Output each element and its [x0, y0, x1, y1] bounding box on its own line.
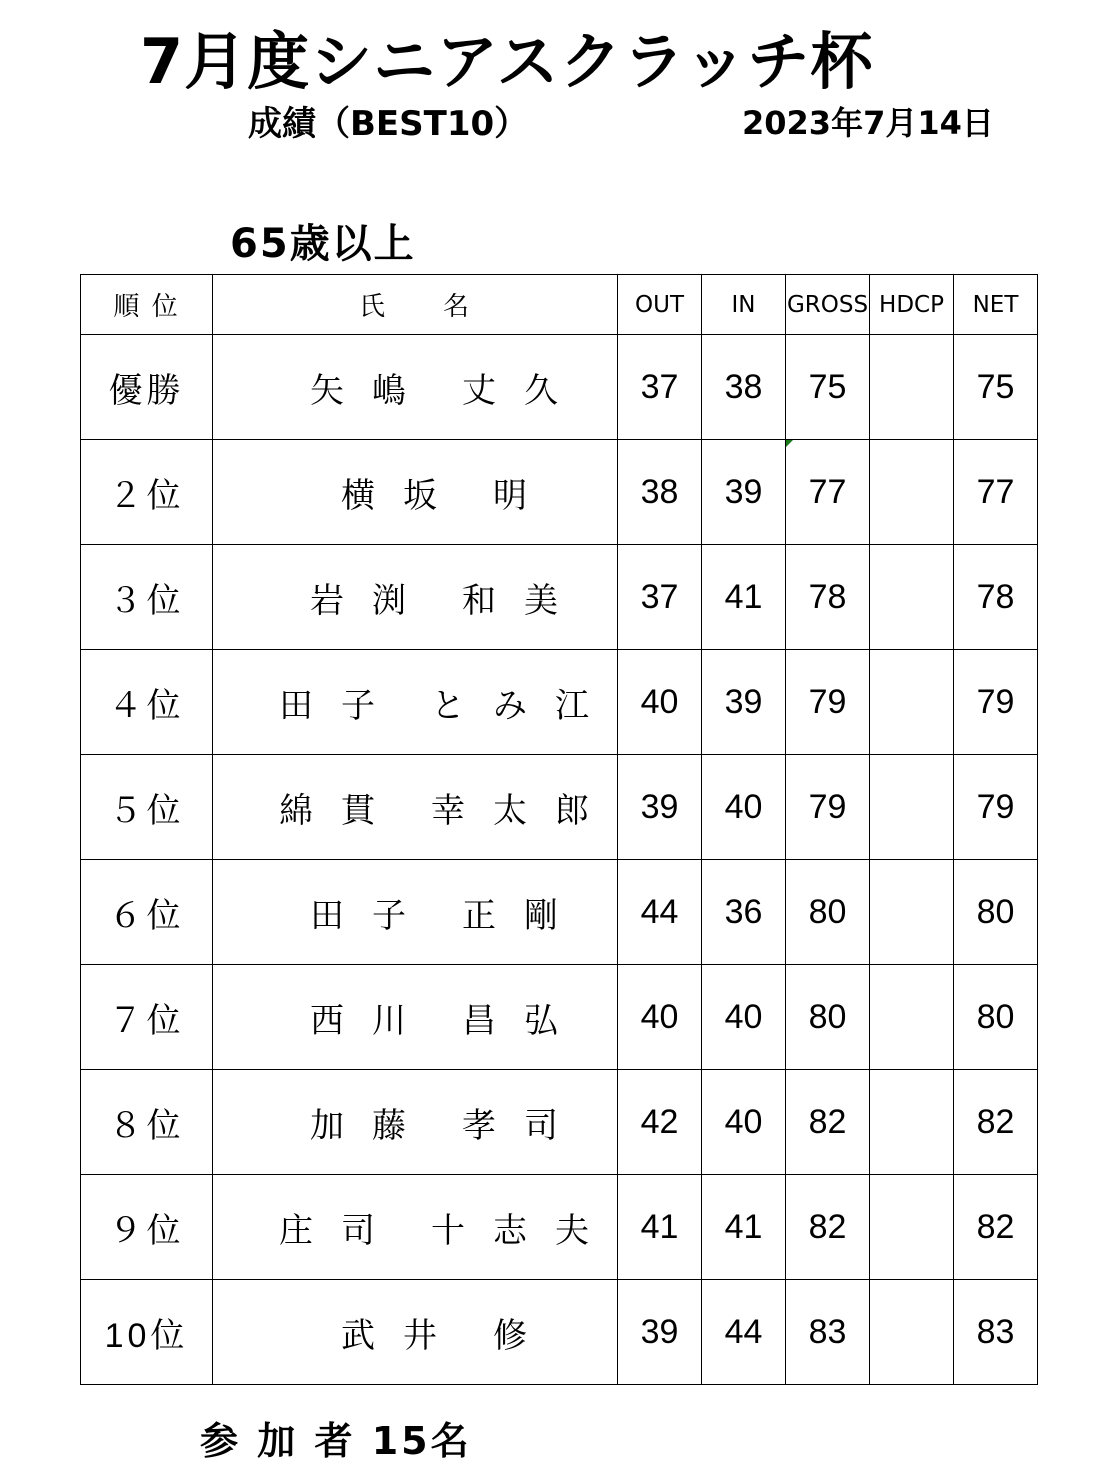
player-given-name: 修	[493, 1316, 555, 1355]
player-given-name: 正剛	[462, 896, 586, 935]
player-surname: 田子	[279, 686, 403, 725]
gross-score-cell: 79	[786, 650, 870, 755]
hdcp-cell	[870, 1175, 954, 1280]
player-name-cell	[213, 1280, 618, 1385]
table-row	[81, 860, 1038, 965]
net-score-cell: 80	[954, 860, 1038, 965]
gross-score-cell: 82	[786, 1070, 870, 1175]
gross-score-cell: 82	[786, 1175, 870, 1280]
out-score-cell: 44	[618, 860, 702, 965]
in-score-cell: 40	[702, 1070, 786, 1175]
table-row	[81, 755, 1038, 860]
age-category: 65歳以上	[230, 221, 416, 267]
hdcp-cell	[870, 545, 954, 650]
header-rank: 順 位	[81, 275, 213, 335]
net-score-cell: 82	[954, 1070, 1038, 1175]
player-given-name: 明	[493, 476, 555, 515]
gross-score-cell: 83	[786, 1280, 870, 1385]
rank-cell: ７位	[81, 965, 213, 1070]
hdcp-cell	[870, 860, 954, 965]
hdcp-cell	[870, 335, 954, 440]
header-net: NET	[954, 275, 1038, 335]
out-score-cell: 40	[618, 650, 702, 755]
rank-cell: ６位	[81, 860, 213, 965]
out-score-cell: 39	[618, 1280, 702, 1385]
net-score-cell: 77	[954, 440, 1038, 545]
player-given-name: 十志夫	[431, 1211, 617, 1250]
header-gross: GROSS	[786, 275, 870, 335]
in-score-cell: 41	[702, 1175, 786, 1280]
rank-cell: ９位	[81, 1175, 213, 1280]
table-row	[81, 1175, 1038, 1280]
gross-score-cell: 77	[786, 440, 870, 545]
out-score-cell: 38	[618, 440, 702, 545]
table-row	[81, 1280, 1038, 1385]
player-name-cell	[213, 335, 618, 440]
player-surname: 武井	[341, 1316, 465, 1355]
header-name: 氏 名	[213, 275, 618, 335]
in-score-cell: 39	[702, 650, 786, 755]
player-surname: 岩渕	[310, 581, 434, 620]
in-score-cell: 38	[702, 335, 786, 440]
results-subtitle: 成績（BEST10）	[248, 104, 529, 144]
player-surname: 加藤	[310, 1106, 434, 1145]
net-score-cell: 79	[954, 755, 1038, 860]
out-score-cell: 40	[618, 965, 702, 1070]
in-score-cell: 41	[702, 545, 786, 650]
net-score-cell: 83	[954, 1280, 1038, 1385]
player-given-name: 孝司	[462, 1106, 586, 1145]
in-score-cell: 40	[702, 965, 786, 1070]
player-given-name: 幸太郎	[431, 791, 617, 830]
player-surname: 西川	[310, 1001, 434, 1040]
rank-cell: 優勝	[81, 335, 213, 440]
rank-cell: ５位	[81, 755, 213, 860]
net-score-cell: 80	[954, 965, 1038, 1070]
out-score-cell: 37	[618, 545, 702, 650]
player-given-name: 和美	[462, 581, 586, 620]
table-row	[81, 440, 1038, 545]
player-given-name: 昌弘	[462, 1001, 586, 1040]
player-name-cell	[213, 650, 618, 755]
results-table	[80, 274, 1038, 1385]
gross-score-cell: 79	[786, 755, 870, 860]
table-row	[81, 965, 1038, 1070]
out-score-cell: 42	[618, 1070, 702, 1175]
player-name-cell	[213, 1175, 618, 1280]
out-score-cell: 41	[618, 1175, 702, 1280]
header-in: IN	[702, 275, 786, 335]
player-surname: 横坂	[341, 476, 465, 515]
in-score-cell: 39	[702, 440, 786, 545]
gross-score-cell: 78	[786, 545, 870, 650]
player-surname: 庄司	[279, 1211, 403, 1250]
hdcp-cell	[870, 755, 954, 860]
hdcp-cell	[870, 965, 954, 1070]
player-name-cell	[213, 755, 618, 860]
player-name-cell	[213, 965, 618, 1070]
net-score-cell: 78	[954, 545, 1038, 650]
player-name-cell	[213, 860, 618, 965]
gross-score-cell: 75	[786, 335, 870, 440]
player-name-cell	[213, 440, 618, 545]
header-hdcp: HDCP	[870, 275, 954, 335]
player-surname: 田子	[310, 896, 434, 935]
in-score-cell: 40	[702, 755, 786, 860]
net-score-cell: 79	[954, 650, 1038, 755]
player-given-name: 丈久	[462, 371, 586, 410]
rank-cell: ２位	[81, 440, 213, 545]
net-score-cell: 82	[954, 1175, 1038, 1280]
hdcp-cell	[870, 440, 954, 545]
participant-count: 参 加 者 15名	[200, 1419, 472, 1463]
rank-cell: 10位	[81, 1280, 213, 1385]
table-row	[81, 650, 1038, 755]
event-date: 2023年7月14日	[742, 104, 994, 142]
in-score-cell: 44	[702, 1280, 786, 1385]
player-surname: 綿貫	[279, 791, 403, 830]
out-score-cell: 37	[618, 335, 702, 440]
player-name-cell	[213, 1070, 618, 1175]
net-score-cell: 75	[954, 335, 1038, 440]
rank-cell: ３位	[81, 545, 213, 650]
hdcp-cell	[870, 1070, 954, 1175]
hdcp-cell	[870, 650, 954, 755]
table-row	[81, 335, 1038, 440]
rank-cell: ８位	[81, 1070, 213, 1175]
table-row	[81, 545, 1038, 650]
player-given-name: とみ江	[431, 686, 617, 725]
hdcp-cell	[870, 1280, 954, 1385]
header-out: OUT	[618, 275, 702, 335]
header-row	[81, 275, 1038, 335]
out-score-cell: 39	[618, 755, 702, 860]
page-title: 7月度シニアスクラッチ杯	[140, 25, 874, 98]
player-name-cell	[213, 545, 618, 650]
rank-cell: ４位	[81, 650, 213, 755]
in-score-cell: 36	[702, 860, 786, 965]
gross-score-cell: 80	[786, 965, 870, 1070]
player-surname: 矢嶋	[310, 371, 434, 410]
table-row	[81, 1070, 1038, 1175]
gross-score-cell: 80	[786, 860, 870, 965]
